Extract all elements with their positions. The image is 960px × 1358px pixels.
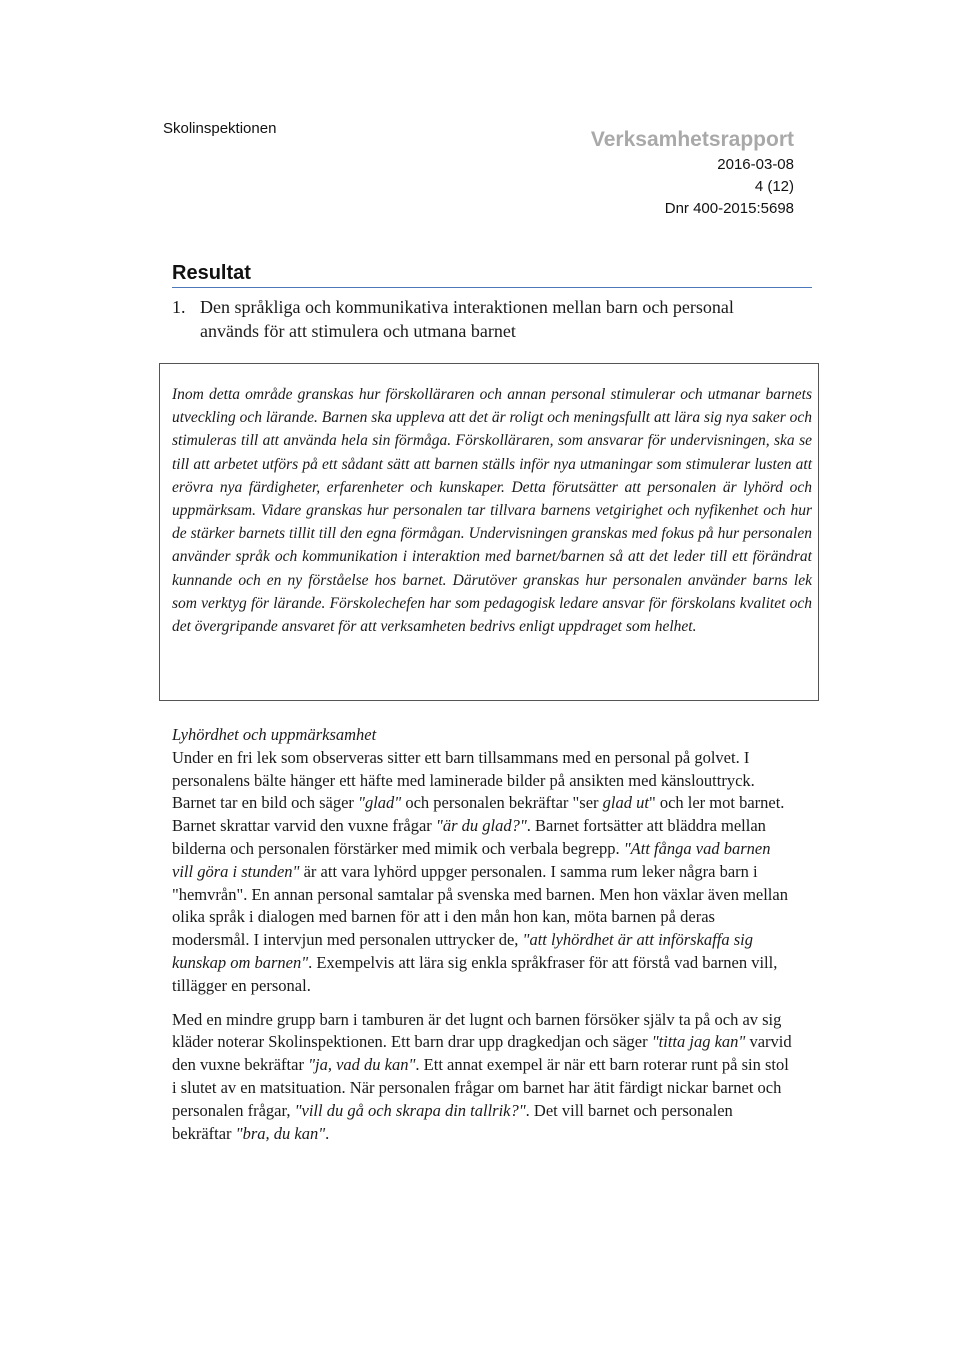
question-heading xyxy=(172,295,792,343)
text-run: . Ett annat exempel är när ett barn roterar runt på sin stol i slutet av en matsituation. När personalen frågar om barnet har ätit färdigt nickar barnet och personalen frågar, xyxy=(172,1055,789,1120)
text-run: . Barnet fortsätter att bläddra mellan bilderna och personalen förstärker med mimik och verbala begrepp. xyxy=(172,816,766,858)
observations-section xyxy=(172,724,792,1145)
question-number: 1. xyxy=(172,297,186,317)
quote-run: "att lyhördhet är att införskaffa sig kunskap om barnen" xyxy=(172,930,753,972)
text-run: är att vara lyhörd uppger personalen. I samma rum leker några barn i "hemvrån". En annan personal samtalar på svenska med barnen. Men hon växlar även mellan olika språk i dialogen med barnen för att i den mån hon kan, möta barnen på deras modersmål. I intervjun med personalen uttrycker de, xyxy=(172,861,788,950)
question-text: Den språkliga och kommunikativa interaktionen mellan barn och personal används för att stimulera och utmana barnet xyxy=(200,297,734,341)
text-run: " och ler mot barnet. Barnet skrattar varvid den vuxne frågar xyxy=(172,793,785,836)
quote-run: "vill du gå och skrapa din tallrik?" xyxy=(294,1100,526,1120)
text-run: Under en fri lek som observeras sitter ett barn tillsammans med en personal på golvet. I personalens bälte hänger ett häfte med laminerade bilder på ansikten med känslouttryck. Barnet tar en bild och säger xyxy=(172,747,755,813)
text-run: . xyxy=(325,1123,330,1143)
page-number: 4 (12) xyxy=(754,178,794,195)
document-date: 2016-03-08 xyxy=(717,156,794,173)
document-type: Verksamhetsrapport xyxy=(590,128,794,151)
quote-run: glad ut xyxy=(602,793,649,813)
quote-run: "ja, vad du kan" xyxy=(308,1055,416,1075)
section-title: Resultat xyxy=(172,262,812,288)
text-run: . Exempelvis att lära sig enkla språkfraser för att förstå vad barnen vill, tillägger en personal. xyxy=(172,952,778,995)
text-run: . Det vill barnet och personalen bekräftar xyxy=(172,1100,733,1143)
organization-name: Skolinspektionen xyxy=(163,120,277,137)
observations-heading: Lyhördhet och uppmärksamhet xyxy=(172,725,377,744)
quote-run: "glad" xyxy=(358,793,402,813)
quote-run: "titta jag kan" xyxy=(651,1032,746,1052)
observation-paragraph-2 xyxy=(172,1009,792,1146)
quote-run: "är du glad?" xyxy=(435,816,527,836)
quote-run: "Att fånga vad barnen vill göra i stunden" xyxy=(172,838,771,881)
text-run: varvid den vuxne bekräftar xyxy=(172,1032,792,1075)
quote-run: "bra, du kan" xyxy=(235,1123,326,1143)
text-run: och personalen bekräftar "ser xyxy=(401,793,603,813)
observation-paragraph-1 xyxy=(172,747,792,998)
reference-number: Dnr 400-2015:5698 xyxy=(664,200,794,217)
text-run: Med en mindre grupp barn i tamburen är det lugnt och barnen försöker själv ta på och av sig kläder noterar Skolinspektionen. Ett barn drar upp dragkedjan och säger xyxy=(172,1009,782,1052)
document-header xyxy=(591,126,794,220)
description-text: Inom detta område granskas hur förskolläraren och annan personal stimulerar och utmanar barnets utveckling och lärande. Barnen ska uppleva att det är roligt och meningsfullt att lära sig nya saker och stimuleras till att använda hela sin förmåga. Förskolläraren, som ansvarar för undervisningen, ska se till att arbetet utförs på ett sådant sätt att barnen ställs inför nya utmaningar som stimulerar lusten att erövra nya färdigheter, erfarenheter och kunskaper. Detta förutsätter att personalen är lyhörd och uppmärksam. Vidare granskas hur personalen tar tillvara barnens vetgirighet och nyfikenhet och hur de stärker barnets tillit till den egna förmågan. Undervisningen granskas med fokus på hur personalen använder språk och kommunikation i interaktion med barnet/barnen så att det leder till ett förändrat kunnande och en ny förståelse hos barnet. Därutöver granskas hur personalen använder barns lek som verktyg för lärande. Förskolechefen har som pedagogisk ledare ansvar för förskolans kvalitet och det övergripande ansvaret för att verksamheten bedrivs enligt uppdraget som helhet. xyxy=(172,386,812,636)
